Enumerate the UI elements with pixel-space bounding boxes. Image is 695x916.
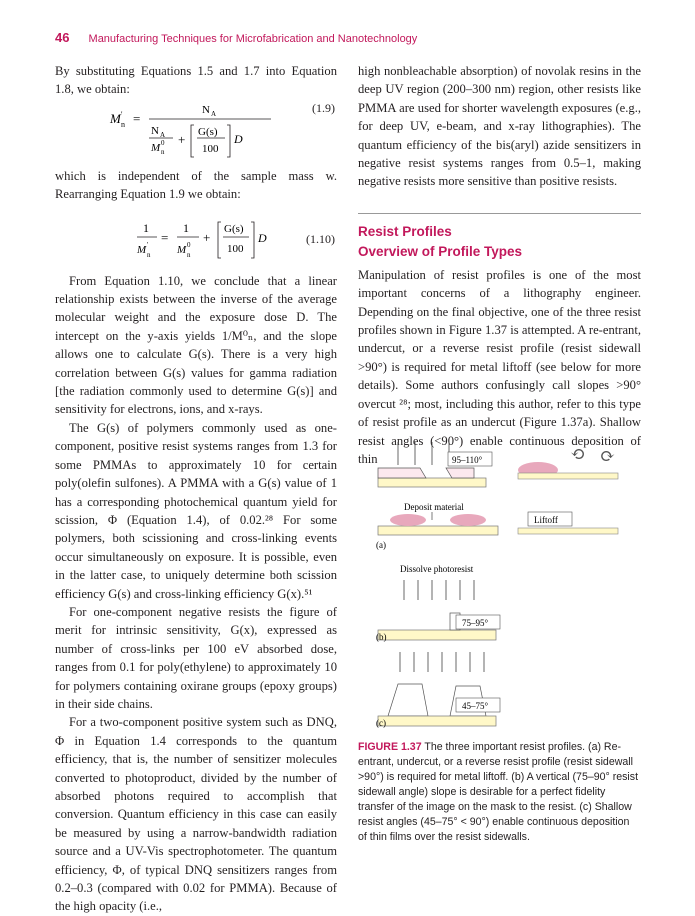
left-column [55,62,337,916]
metal-deposit [450,514,486,526]
resist-block [388,684,428,716]
svg-text:1: 1 [183,220,189,235]
paragraph: By substituting Equations 1.5 and 1.7 into Equation 1.8, we obtain: [55,64,337,97]
running-header [55,30,417,45]
svg-text:G(s): G(s) [224,222,244,235]
subsection-heading: Overview of Profile Types [358,243,523,259]
svg-text:n: n [187,250,191,259]
resist-block [378,468,426,478]
svg-text:M: M [137,243,147,256]
svg-text:A: A [211,109,217,118]
section-divider [358,213,641,214]
caption-text: The three important resist profiles. (a) Re-entrant, undercut, or a reverse resist profile (resist sidewall >90°) is required for metal liftoff. (b) A vertical (75–90° resist sidewall angle) slope is desirable for a perfect fidelity transfer of the image on the mask to the resist. (c) Shallow resist angles (45–75° < 90°) enable continuous deposition of thin films over the resist sidewalls. [358,741,639,843]
svg-text:M: M [110,110,121,126]
svg-text:1: 1 [143,220,149,235]
equation-graphic [55,99,337,161]
figure-1-37 [370,440,635,730]
equation-number: (1.10) [306,231,335,246]
exposure-arrows [400,652,484,672]
substrate [378,478,486,487]
paragraph: Manipulation of resist profiles is one of the most important concerns of a lithography engineer. Depending on the final objective, one of the three resist profiles shown in Figure 1.37 is attempted. A re-entrant, undercut, or a reverse resist profile (resist sidewall >90°) is required for metal liftoff (see below for more details). Some authors confusingly call slopes >90° overcut ²⁸; most, including this author, refer to this type of resist profile as an undercut (Figure 1.37a). Shallow resist angles (<90°) enable continuous deposition of thin [358,267,641,466]
svg-text:': ' [121,109,123,119]
equation-1-10 [55,210,337,272]
panel-label-b: (b) [376,632,387,642]
equation-graphic [55,210,337,272]
svg-text:100: 100 [202,142,219,155]
substrate [518,528,618,534]
paragraph: high nonbleachable absorption) of novolak resins in the deep UV region (200–300 nm) region, other resists like PMMA are used for shorter wavelength exposures (e.g., for deep UV, e-beam, and x-ray lithographies). The quantum efficiency of the bis(aryl) azide sensitizers in negative resist systems ranges from 0.5–1, making negative resists more sensitive than positive resists. [358,64,641,189]
paragraph: which is independent of the sample mass w. Rearranging Equation 1.9 we obtain: [55,168,337,202]
metal-deposit [390,514,426,526]
svg-text:M: M [151,141,161,154]
svg-text:A: A [160,130,166,139]
substrate [378,526,498,535]
exposure-arrows [398,442,449,465]
resist-block [446,468,474,478]
deposit-label: Deposit material [404,502,464,512]
angle-label: 75–95° [462,618,489,628]
equation-number: (1.9) [312,100,335,115]
svg-text:+: + [178,131,186,147]
page-number: 46 [55,30,70,45]
figure-caption [358,740,641,845]
panel-label-a: (a) [376,540,386,550]
exposure-arrows [404,580,474,600]
svg-text:M: M [177,243,187,256]
liftoff-arrow-icon: ⟳ [600,446,616,466]
svg-text:n: n [147,250,151,259]
section-heading: Resist Profiles [358,223,452,239]
equation-1-9 [55,99,337,161]
svg-text:n: n [121,119,125,129]
paragraph: From Equation 1.10, we conclude that a linear relationship exists between the inverse of the average molecular weight and the exposure dose D. The intercept on the y-axis yields 1/M⁰ₙ, and the slope allows one to calculate G(s). There is a very high correlation between G(s) values for gamma radiation [the radiation commonly used to determine G(s)] and sensitivity for electrons, ions, and x-rays. [55,273,337,417]
dissolve-label: Dissolve photoresist [400,564,474,574]
svg-text:+: + [203,229,211,245]
resist-profile-diagram [370,440,635,730]
book-title: Manufacturing Techniques for Microfabrication and Nanotechnology [88,33,418,45]
paragraph: For one-component negative resists the figure of merit for intrinsic sensitivity, G(x), expressed as number of cross-links per 100 eV absorbed dose, ranges from 0.1 for poly(ethylene) to approximately 10 for polymers containing oxirane groups (epoxy groups) in their side chains. [55,604,337,711]
svg-text:0: 0 [187,240,191,249]
svg-text:N: N [151,124,159,137]
substrate [378,716,496,726]
paragraph: For a two-component positive system such as DNQ, Φ in Equation 1.4 corresponds to the quantum efficiency, that is, the number of sensitizer molecules converted to photoproduct, divided by the number of absorbed photons required to accomplish that conversion. Quantum efficiency in this case can easily be measured by using a narrow-bandwidth radiation source and a UV-Vis spectrophotometer. The quantum efficiency, Φ, of typical DNQ sensitizers ranges from 0.2–0.3 (compared with 0.02 for PMMA). Because of the high opacity (i.e., [55,715,337,914]
svg-text:': ' [147,240,149,249]
svg-text:100: 100 [227,242,244,255]
liftoff-arrow-icon: ⟲ [570,444,586,464]
paragraph: The G(s) of polymers commonly used as one-component, positive resist systems ranges from 1.3 for some PMMAs to approximately 10 for certain poly(olefin sulfones). A PMMA with a G(s) value of 1 has a corresponding photochemical quantum yield for scission, Φ (Equation 1.4), of 0.02.²⁸ For some polymers, both scissioning and cross-linking events occur simultaneously on exposure. It is possible, even in the latter case, to uniquely determine both scission efficiency G(s) and cross-linking efficiency G(x).⁵¹ [55,420,337,601]
svg-text:=: = [133,110,141,126]
caption-label: FIGURE 1.37 [358,741,422,753]
right-column [358,62,641,468]
svg-text:N: N [202,103,210,116]
svg-text:D: D [258,230,267,245]
angle-label: 95–110° [452,455,483,465]
svg-text:n: n [161,147,165,156]
svg-text:=: = [161,229,169,245]
angle-label: 45–75° [462,701,489,711]
panel-label-c: (c) [376,718,386,728]
svg-text:D: D [234,131,243,146]
substrate [518,473,618,479]
substrate [378,630,496,640]
svg-text:G(s): G(s) [198,125,218,138]
svg-text:0: 0 [161,138,165,147]
liftoff-label: Liftoff [534,515,558,525]
